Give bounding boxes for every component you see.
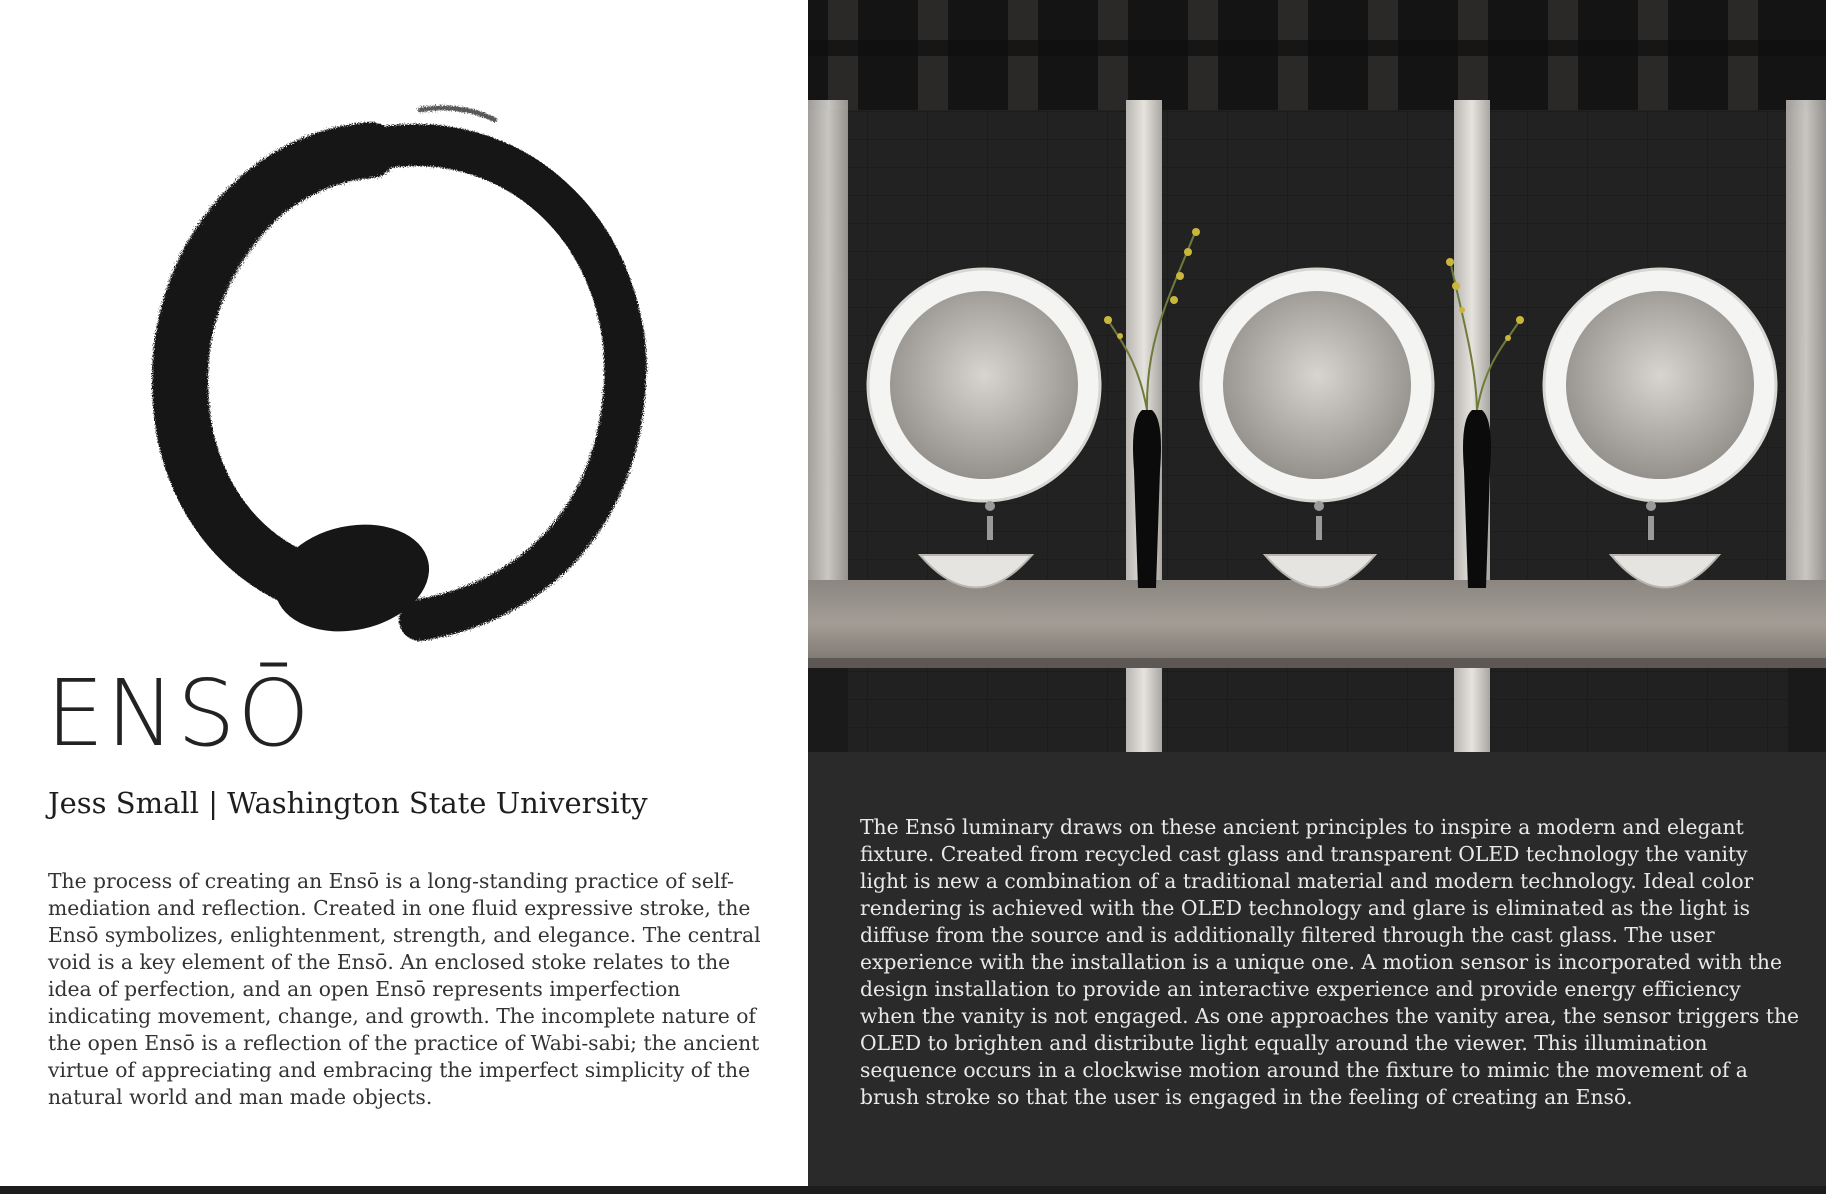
- page-title: ENSŌ: [46, 660, 312, 767]
- right-panel: [808, 0, 1826, 1186]
- bottom-bar: [0, 1186, 1826, 1194]
- author-affiliation: Jess Small | Washington State University: [48, 786, 648, 820]
- vanity-render-image: [808, 0, 1826, 752]
- left-body-paragraph: The process of creating an Ensō is a long-standing practice of self-mediation and reflection. Created in one fluid expressive stroke, the Ensō symbolizes, enlightenment, strength, and elegance. The central void is a key element of the Ensō. An enclosed stoke relates to the idea of perfection, and an open Ensō represents imperfection indicating movement, change, and growth. The incomplete nature of the open Ensō is a reflection of the practice of Wabi-sabi; the ancient virtue of appreciating and embracing the imperfect simplicity of the natural world and man made objects.: [48, 869, 761, 1109]
- left-panel: [0, 0, 808, 1186]
- right-body-paragraph: The Ensō luminary draws on these ancient principles to inspire a modern and elegant fixture. Created from recycled cast glass and transparent OLED technology the vanity light is new a combination of a traditional material and modern technology. Ideal color rendering is achieved with the OLED technology and glare is eliminated as the light is diffuse from the source and is additionally filtered through the cast glass. The user experience with the installation is a unique one. A motion sensor is incorporated with the design installation to provide an interactive experience and provide energy efficiency when the vanity is not engaged. As one approaches the vanity area, the sensor triggers the OLED to brighten and distribute light equally around the viewer. This illumination sequence occurs in a clockwise motion around the fixture to mimic the movement of a brush stroke so that the user is engaged in the feeling of creating an Ensō.: [860, 815, 1800, 1109]
- enso-brush-circle-icon: [120, 80, 680, 660]
